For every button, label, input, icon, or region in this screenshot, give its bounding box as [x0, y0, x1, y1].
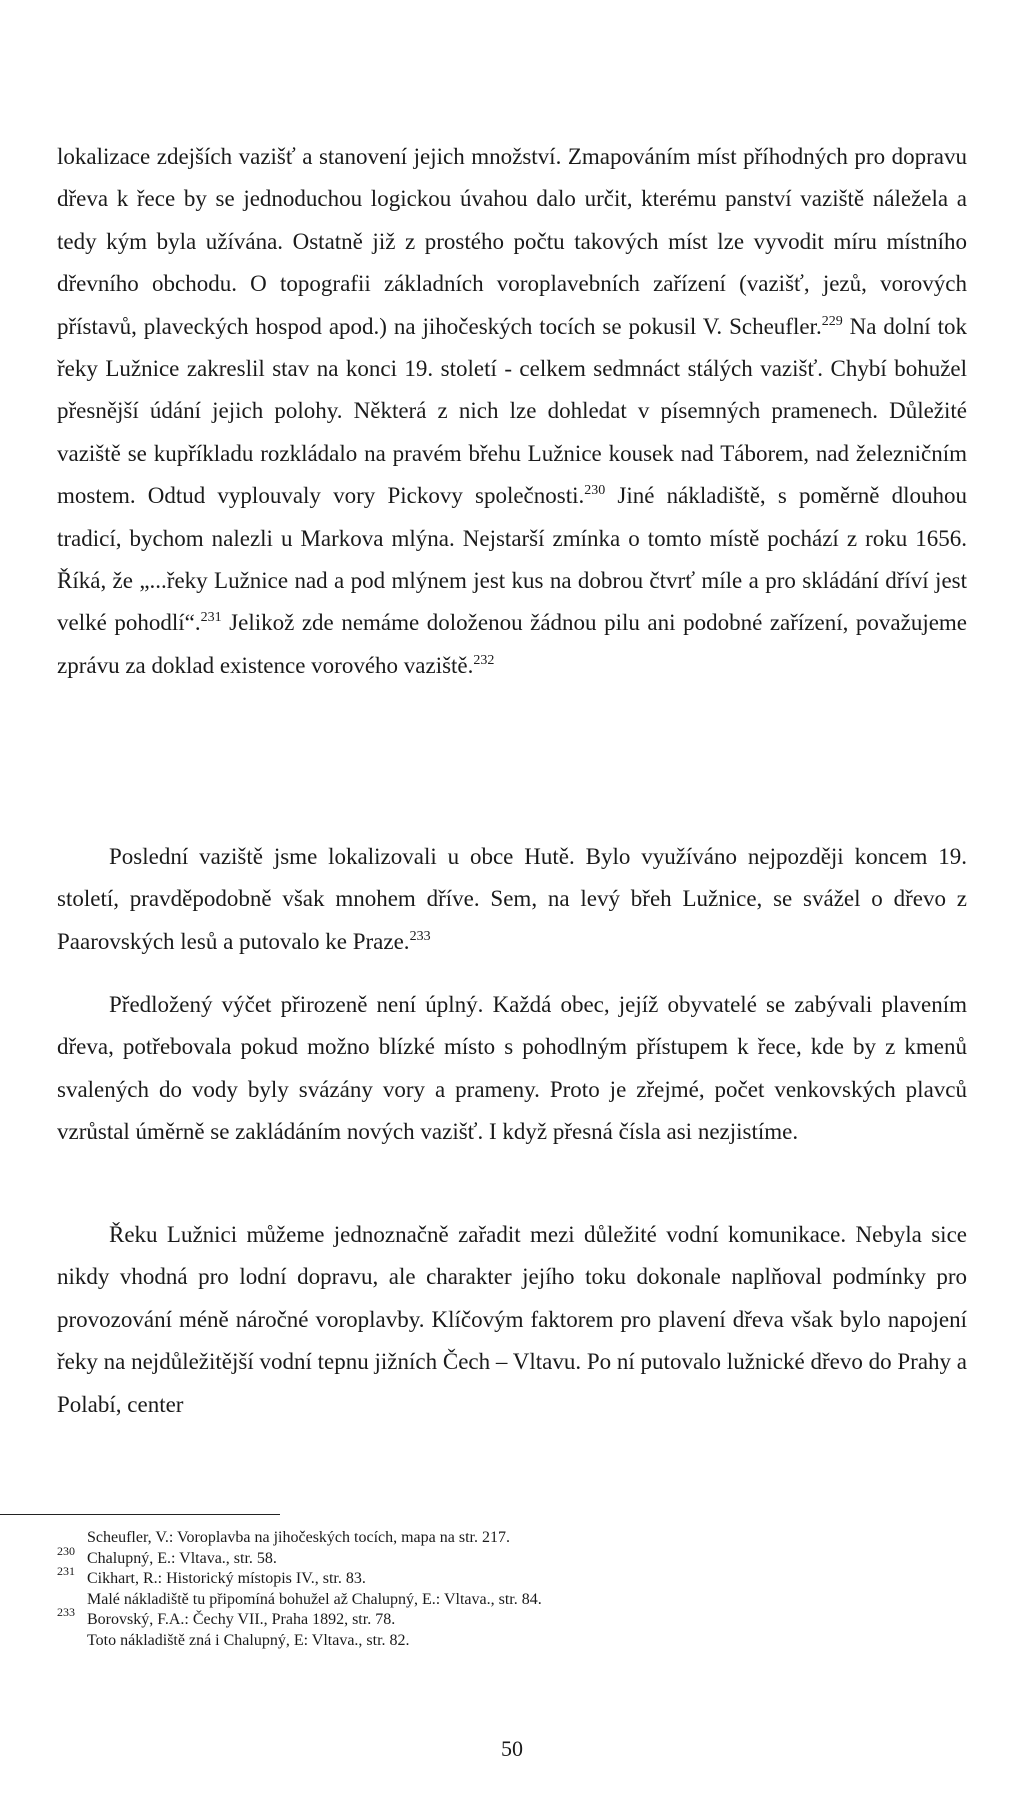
paragraph-text: Řeku Lužnici můžeme jednoznačně zařadit mezi důležité vodní komunikace. Nebyla sice nikdy vhodná pro lodní dopravu, ale charakter jejího toku dokonale naplňoval podmínky pro provozování méně náročné voroplavby. Klíčovým faktorem pro plavení dřeva však bylo napojení řeky na nejdůležitější vodní tepnu jižních Čech – Vltavu. Po ní putovalo lužnické dřevo do Prahy a Polabí, center	[57, 1222, 967, 1417]
paragraph-text: Na dolní tok řeky Lužnice zakreslil stav na konci 19. století - celkem sedmnáct stálých vazišť. Chybí bohužel přesnější údání jejich polohy. Některá z nich lze dohledat v písemných pramenech. Důležité vaziště se kupříkladu rozkládalo na pravém břehu Lužnice kousek nad Táborem, nad železničním mostem. Odtud vyplouvaly vory Pickovy společnosti.	[57, 313, 967, 509]
paragraph-luznice-komunikace	[57, 1214, 967, 1426]
footnote-text: Chalupný, E.: Vltava., str. 58.	[87, 1549, 277, 1567]
footnote-item	[57, 1528, 817, 1549]
footnote-ref-231[interactable]: 231	[200, 610, 222, 626]
footnote-text: Cikhart, R.: Historický místopis IV., str. 83.	[87, 1570, 366, 1587]
footnote-ref-229[interactable]: 229	[821, 313, 843, 329]
paragraph-text: Poslední vaziště jsme lokalizovali u obce Hutě. Bylo využíváno nejpozději koncem 19. století, pravděpodobně však mnohem dříve. Sem, na levý břeh Lužnice, se svážel o dřevo z Paarovských lesů a putovalo ke Praze.	[57, 844, 967, 954]
paragraph-hute	[57, 836, 967, 963]
footnote-number: 231	[57, 1564, 75, 1578]
footnote-number: 233	[57, 1605, 75, 1619]
footnote-separator	[0, 1514, 280, 1515]
footnote-text: Scheufler, V.: Voroplavba na jihočeských tocích, mapa na str. 217.	[87, 1529, 510, 1546]
footnote-item	[57, 1605, 817, 1631]
footnote-item	[57, 1631, 817, 1652]
footnote-item	[57, 1543, 817, 1570]
paragraph-vycet	[57, 984, 967, 1154]
footnote-text: Malé nákladiště tu připomíná bohužel až Chalupný, E.: Vltava., str. 84.	[87, 1590, 542, 1608]
footnote-number: 230	[57, 1543, 75, 1558]
footnote-item	[57, 1564, 817, 1590]
paragraph-vaziste-lokalizace	[57, 136, 967, 687]
footnote-text: Borovský, F.A.: Čechy VII., Praha 1892, str. 78.	[87, 1611, 396, 1628]
paragraph-text: lokalizace zdejších vazišť a stanovení jejich množství. Zmapováním míst příhodných pro dopravu dřeva k řece by se jednoduchou logickou úvahou dalo určit, kterému panství vaziště náležela a tedy kým byla užívána. Ostatně již z prostého počtu takových míst lze vyvodit míru místního dřevního obchodu. O topografii základních voroplavebních zařízení (vazišť, jezů, vorových přístavů, plaveckých hospod apod.) na jihočeských tocích se pokusil V. Scheufler.	[57, 144, 967, 339]
paragraph-text: Jiné nákladiště, s poměrně dlouhou tradicí, bychom nalezli u Markova mlýna. Nejstarší zmínka o tomto místě pochází z roku 1656. Říká, že „...řeky Lužnice nad a pod mlýnem jest kus na dobrou čtvrť míle a pro skládání dříví jest velké pohodlí“.	[57, 483, 967, 636]
footnote-ref-230[interactable]: 230	[584, 483, 606, 499]
footnote-ref-232[interactable]: 232	[473, 652, 495, 668]
page-number: 50	[501, 1736, 523, 1761]
footnote-ref-233[interactable]: 233	[409, 928, 431, 944]
paragraph-text: Předložený výčet přirozeně není úplný. Každá obec, jejíž obyvatelé se zabývali plavením dřeva, potřebovala pokud možno blízké místo s pohodlným přístupem k řece, kde by z kmenů svalených do vody byly svázány vory a prameny. Proto je zřejmé, počet venkovských plavců vzrůstal úměrně se zakládáním nových vazišť. I když přesná čísla asi nezjistíme.	[57, 992, 967, 1145]
footnotes-list	[57, 1528, 817, 1651]
footnote-text: Toto nákladiště zná i Chalupný, E: Vltava., str. 82.	[87, 1631, 410, 1649]
footnote-item	[57, 1590, 817, 1611]
paragraph-text: Jelikož zde nemáme doloženou žádnou pilu ani podobné zařízení, považujeme zprávu za doklad existence vorového vaziště.	[57, 610, 968, 678]
